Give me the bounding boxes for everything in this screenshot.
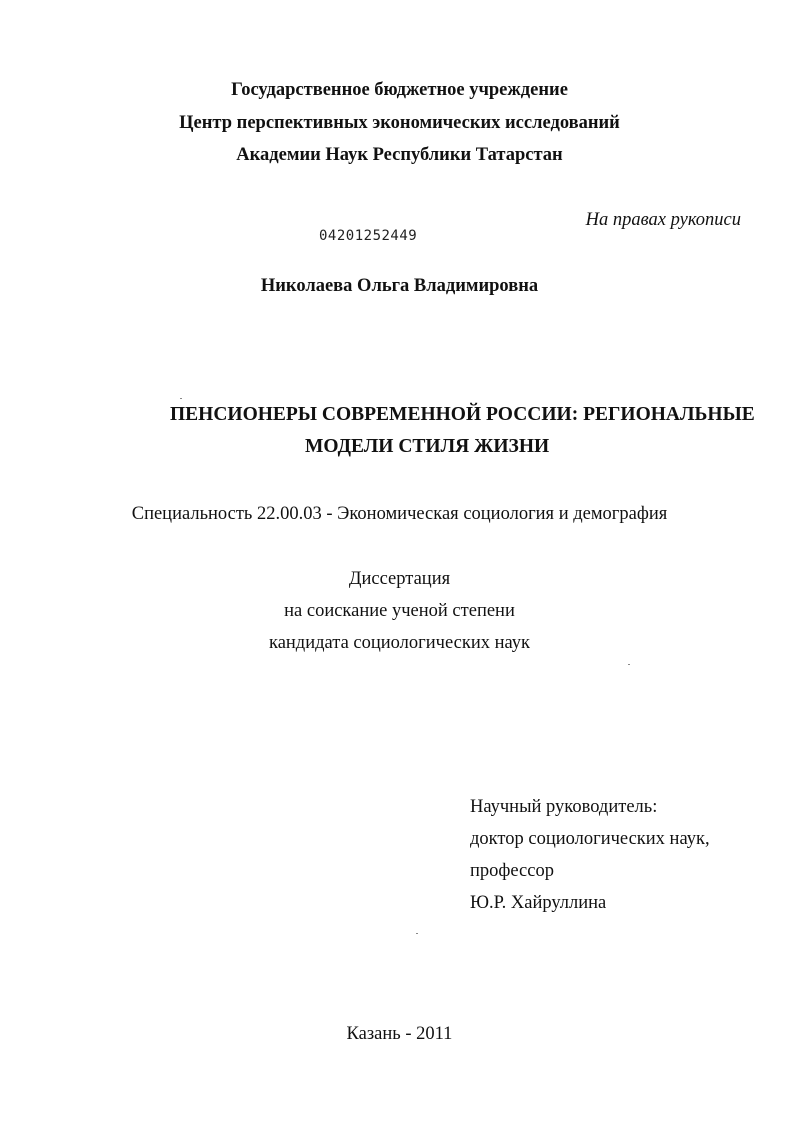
supervisor-name: Ю.Р. Хайруллина: [470, 893, 607, 913]
supervisor-label: Научный руководитель:: [470, 797, 658, 817]
institution-line-2: Центр перспективных экономических исследований: [179, 113, 620, 133]
catalog-code: 04201252449: [319, 228, 418, 244]
degree-line-2: на соискание ученой степени: [284, 601, 515, 621]
scan-speck: [628, 664, 630, 665]
rights-note: На правах рукописи: [585, 210, 741, 230]
city-year: Казань - 2011: [346, 1024, 453, 1044]
supervisor-rank: профессор: [470, 861, 554, 881]
dissertation-title-line-2: МОДЕЛИ СТИЛЯ ЖИЗНИ: [305, 436, 550, 457]
degree-line-3: кандидата социологических наук: [268, 633, 531, 653]
degree-line-1: Диссертация: [348, 569, 451, 589]
institution-line-3: Академии Наук Республики Татарстан: [236, 145, 563, 165]
scan-speck: [180, 398, 182, 399]
supervisor-degree: доктор социологических наук,: [470, 829, 710, 849]
specialty-line: Специальность 22.00.03 - Экономическая социология и демография: [131, 504, 668, 524]
institution-line-1: Государственное бюджетное учреждение: [231, 80, 568, 100]
dissertation-title-line-1: ПЕНСИОНЕРЫ СОВРЕМЕННОЙ РОССИИ: РЕГИОНАЛЬНЫЕ: [170, 404, 755, 425]
scan-speck: [416, 933, 418, 934]
author-name: Николаева Ольга Владимировна: [260, 276, 539, 296]
